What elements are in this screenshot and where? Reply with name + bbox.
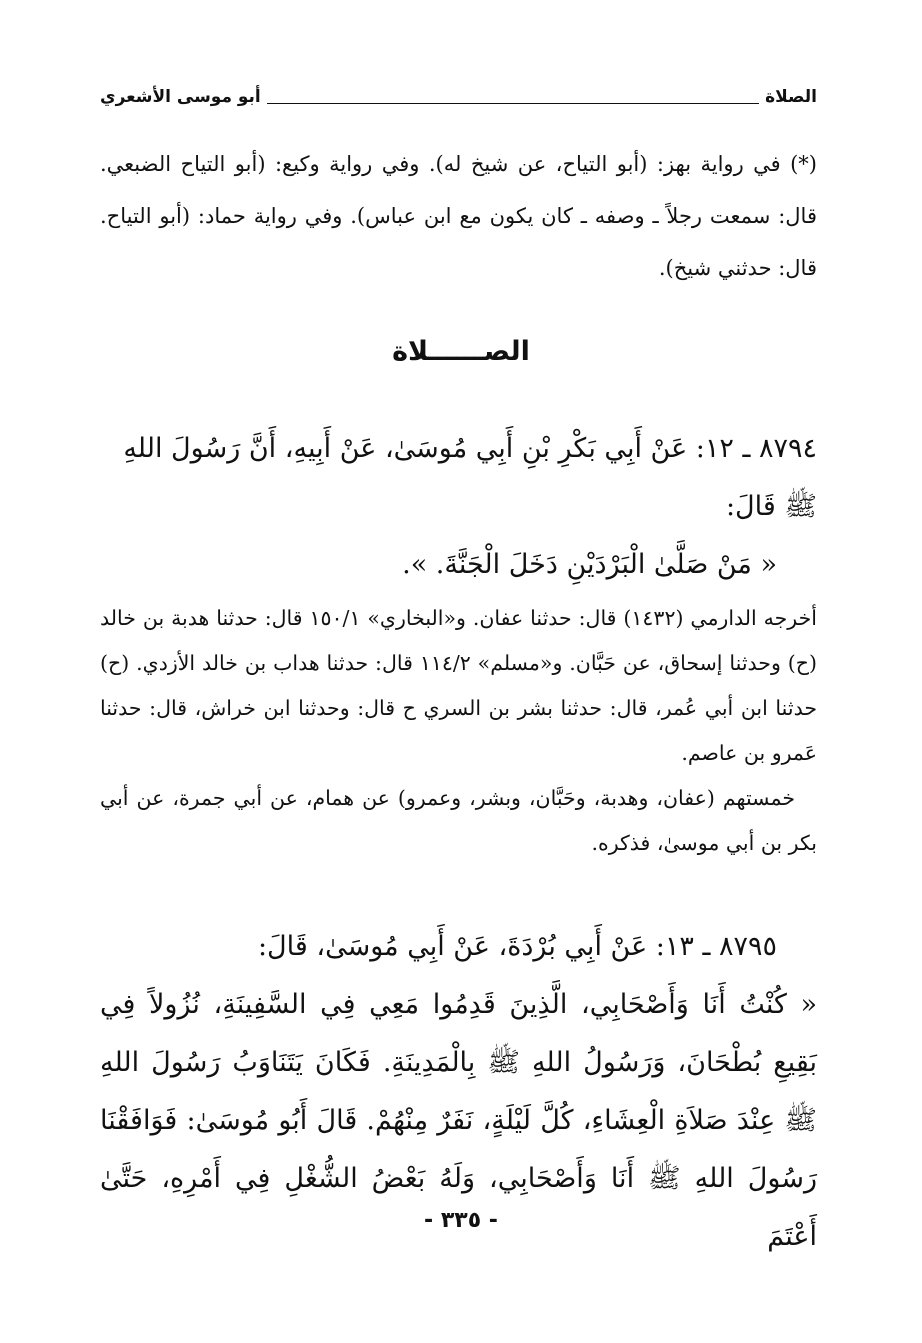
page-number: - ٣٣٥ -: [424, 1208, 498, 1233]
header-chapter-title: الصلاة: [765, 87, 817, 107]
hadith-8794: [100, 420, 817, 594]
hadith-8795-matn: « كُنْتُ أَنَا وَأَصْحَابِي، الَّذِينَ قَدِمُوا مَعِي فِي السَّفِينَةِ، نُزُولاً فِي بَقِيعِ بُطْحَانَ، وَرَسُولُ اللهِ ﷺ بِالْمَدِينَةِ. فَكَانَ يَتَنَاوَبُ رَسُولَ اللهِ ﷺ عِنْدَ صَلاَةِ الْعِشَاءِ، كُلَّ لَيْلَةٍ، نَفَرٌ مِنْهُمْ. قَالَ أَبُو مُوسَىٰ: فَوَافَقْنَا رَسُولَ اللهِ ﷺ أَنَا وَأَصْحَابِي، وَلَهُ بَعْضُ الشُّغْلِ فِي أَمْرِهِ، حَتَّىٰ أَعْتَمَ: [100, 989, 817, 1252]
takhrij-8794-summary: خمستهم (عفان، وهدبة، وحَبَّان، وبشر، وعمرو) عن همام، عن أبي جمرة، عن أبي بكر بن أبي موسىٰ، فذكره.: [100, 786, 817, 855]
footnote-text: (*) في رواية بهز: (أبو التياح، عن شيخ له). وفي رواية وكيع: (أبو التياح الضبعي. قال: سمعت رجلاً ـ وصفه ـ كان يكون مع ابن عباس). وفي رواية حماد: (أبو التياح. قال: حدثني شيخ).: [100, 152, 817, 280]
footnote: [100, 138, 817, 294]
section-title: الصــــــلاة: [392, 336, 530, 367]
takhrij-8794: [100, 596, 817, 866]
takhrij-8794-sources: أخرجه الدارمي (١٤٣٢) قال: حدثنا عفان. و«البخاري» ١٥٠/١ قال: حدثنا هدبة بن خالد (ح) وحدثنا إسحاق، عن حَبَّان. و«مسلم» ١١٤/٢ قال: حدثنا هداب بن خالد الأزدي. (ح) حدثنا ابن أبي عُمر، قال: حدثنا بشر بن السري ح قال: وحدثنا ابن خراش، قال: حدثنا عَمرو بن عاصم.: [100, 606, 817, 765]
header-rule: [267, 103, 759, 104]
header-companion-name: أبو موسى الأشعري: [100, 87, 261, 107]
running-header: [100, 78, 817, 108]
hadith-8794-isnad: ٨٧٩٤ ـ ١٢: عَنْ أَبِي بَكْرِ بْنِ أَبِي مُوسَىٰ، عَنْ أَبِيهِ، أَنَّ رَسُولَ اللهِ ﷺ قَالَ:: [123, 433, 817, 522]
hadith-8795-isnad: ٨٧٩٥ ـ ١٣: عَنْ أَبِي بُرْدَةَ، عَنْ أَبِي مُوسَىٰ، قَالَ:: [257, 931, 777, 962]
hadith-8794-matn: « مَنْ صَلَّىٰ الْبَرْدَيْنِ دَخَلَ الْجَنَّةَ. ».: [402, 549, 777, 580]
